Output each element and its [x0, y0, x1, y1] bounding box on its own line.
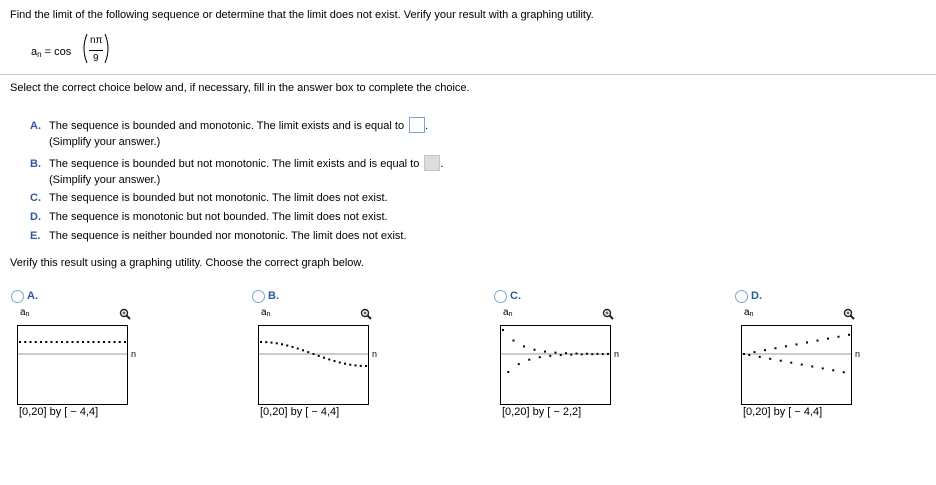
graph-option-c[interactable] [494, 290, 644, 420]
sequence-point [24, 341, 26, 343]
choice-text: The sequence is bounded but not monotonic. The limit exists and is equal to [49, 158, 420, 170]
sequence-point [56, 341, 58, 343]
choice-d[interactable] [30, 211, 388, 223]
sequence-point [302, 349, 304, 351]
sequence-point [87, 341, 89, 343]
choice-letter: C. [30, 192, 41, 204]
sequence-point [72, 341, 74, 343]
instruction-text: Select the correct choice below and, if necessary, fill in the answer box to complete the choice. [10, 82, 470, 94]
choice-b[interactable] [30, 155, 443, 171]
sequence-point [61, 341, 63, 343]
magnify-icon[interactable] [360, 308, 372, 320]
sequence-point [544, 351, 546, 353]
choice-text: The sequence is monotonic but not bounded. The limit does not exist. [49, 211, 388, 223]
choice-text: The sequence is neither bounded nor monotonic. The limit does not exist. [49, 230, 407, 242]
sequence-point [286, 345, 288, 347]
sequence-point [40, 341, 42, 343]
sequence-point [743, 353, 745, 355]
sequence-point [565, 352, 567, 354]
x-axis-label: n [614, 349, 620, 359]
graph-plot-a [17, 325, 128, 405]
choice-letter: D. [30, 211, 41, 223]
graph-label: A. [27, 290, 38, 302]
sequence-point [748, 354, 750, 356]
sequence-point [93, 341, 95, 343]
answer-box-b[interactable] [424, 155, 440, 171]
x-axis-label: n [855, 349, 861, 359]
magnify-icon[interactable] [602, 308, 614, 320]
graph-option-a[interactable] [11, 290, 161, 420]
sequence-point [518, 363, 520, 365]
sequence-point [334, 360, 336, 362]
sequence-point [539, 356, 541, 358]
sequence-point [570, 354, 572, 356]
sequence-point [759, 356, 761, 358]
y-axis-label: $a_n$ [261, 307, 271, 318]
graph-plot-c [500, 325, 611, 405]
sequence-point [534, 349, 536, 351]
sequence-point [785, 345, 787, 347]
choice-c[interactable] [30, 192, 388, 204]
sequence-point [822, 367, 824, 369]
sequence-point [276, 342, 278, 344]
sequence-point [513, 340, 515, 342]
choice-text: The sequence is bounded and monotonic. The limit exists and is equal to [49, 120, 405, 132]
choice-e[interactable] [30, 230, 407, 242]
sequence-point [51, 341, 53, 343]
sequence-point [108, 341, 110, 343]
sequence-point [811, 365, 813, 367]
sequence-point [365, 365, 367, 367]
sequence-point [602, 353, 604, 355]
section-divider [0, 74, 936, 75]
magnify-icon[interactable] [843, 308, 855, 320]
graph-plot-b [258, 325, 369, 405]
choice-b-note: (Simplify your answer.) [49, 174, 161, 186]
sequence-point [281, 343, 283, 345]
sequence-point [764, 349, 766, 351]
fraction-bar [89, 50, 103, 51]
choice-suffix: . [425, 120, 429, 132]
radio-button-c[interactable] [494, 290, 507, 303]
sequence-point [843, 371, 845, 373]
sequence-point [507, 371, 509, 373]
sequence-point [30, 341, 32, 343]
choice-letter: A. [30, 120, 41, 132]
sequence-point [292, 346, 294, 348]
sequence-point [806, 341, 808, 343]
question-text: Find the limit of the following sequence or determine that the limit does not exist. Verify your result with a graphing utility. [10, 9, 594, 21]
formula-lhs: $a_n = \cos$ [31, 46, 72, 59]
sequence-point [339, 361, 341, 363]
sequence-point [775, 347, 777, 349]
graph-label: B. [268, 290, 279, 302]
sequence-point [832, 369, 834, 371]
sequence-point [827, 338, 829, 340]
sequence-point [260, 341, 262, 343]
sequence-point [328, 358, 330, 360]
sequence-point [528, 359, 530, 361]
sequence-point [360, 365, 362, 367]
choice-a-note: (Simplify your answer.) [49, 136, 161, 148]
answer-box-a[interactable] [409, 117, 425, 133]
sequence-point [817, 340, 819, 342]
sequence-point [344, 363, 346, 365]
sequence-point [796, 343, 798, 345]
window-range: [0,20] by [ − 4,4] [743, 406, 823, 418]
graph-option-d[interactable] [735, 290, 885, 420]
sequence-point [754, 351, 756, 353]
sequence-point [98, 341, 100, 343]
sequence-point [124, 341, 126, 343]
sequence-point [591, 353, 593, 355]
x-axis-label: n [131, 349, 137, 359]
sequence-point [581, 353, 583, 355]
sequence-point [576, 353, 578, 355]
formula-numerator: nπ [90, 35, 103, 46]
sequence-point [307, 351, 309, 353]
sequence-point [77, 341, 79, 343]
verify-text: Verify this result using a graphing utility. Choose the correct graph below. [10, 257, 364, 269]
sequence-point [119, 341, 121, 343]
sequence-point [355, 364, 357, 366]
sequence-point [318, 355, 320, 357]
graph-label: D. [751, 290, 762, 302]
sequence-point [560, 354, 562, 356]
sequence-point [19, 341, 21, 343]
sequence-point [66, 341, 68, 343]
sequence-point [297, 348, 299, 350]
sequence-point [103, 341, 105, 343]
sequence-point [549, 355, 551, 357]
radio-button-a[interactable] [11, 290, 24, 303]
graph-option-b[interactable] [252, 290, 402, 420]
sequence-point [848, 334, 850, 336]
sequence-point [790, 362, 792, 364]
choice-text: The sequence is bounded but not monotonic. The limit does not exist. [49, 192, 388, 204]
sequence-point [780, 360, 782, 362]
sequence-point [586, 353, 588, 355]
window-range: [0,20] by [ − 2,2] [502, 406, 582, 418]
window-range: [0,20] by [ − 4,4] [260, 406, 340, 418]
sequence-point [114, 341, 116, 343]
choice-letter: E. [30, 230, 41, 242]
sequence-point [607, 353, 609, 355]
sequence-point [313, 353, 315, 355]
sequence-point [45, 341, 47, 343]
sequence-point [502, 329, 504, 331]
sequence-point [523, 345, 525, 347]
y-axis-label: $a_n$ [503, 307, 513, 318]
sequence-point [349, 364, 351, 366]
window-range: [0,20] by [ − 4,4] [19, 406, 99, 418]
graph-plot-d [741, 325, 852, 405]
choice-letter: B. [30, 158, 41, 170]
sequence-point [265, 341, 267, 343]
x-axis-label: n [372, 349, 378, 359]
sequence-point [323, 357, 325, 359]
radio-button-b[interactable] [252, 290, 265, 303]
graph-label: C. [510, 290, 521, 302]
sequence-point [82, 341, 84, 343]
sequence-point [597, 353, 599, 355]
sequence-point [555, 352, 557, 354]
magnify-icon[interactable] [119, 308, 131, 320]
sequence-point [35, 341, 37, 343]
choice-a[interactable] [30, 117, 428, 133]
sequence-point [838, 336, 840, 338]
y-axis-label: $a_n$ [744, 307, 754, 318]
formula-denominator: 9 [93, 53, 99, 64]
y-axis-label: $a_n$ [20, 307, 30, 318]
radio-button-d[interactable] [735, 290, 748, 303]
sequence-point [271, 342, 273, 344]
choice-suffix: . [440, 158, 444, 170]
sequence-point [801, 364, 803, 366]
sequence-point [769, 358, 771, 360]
